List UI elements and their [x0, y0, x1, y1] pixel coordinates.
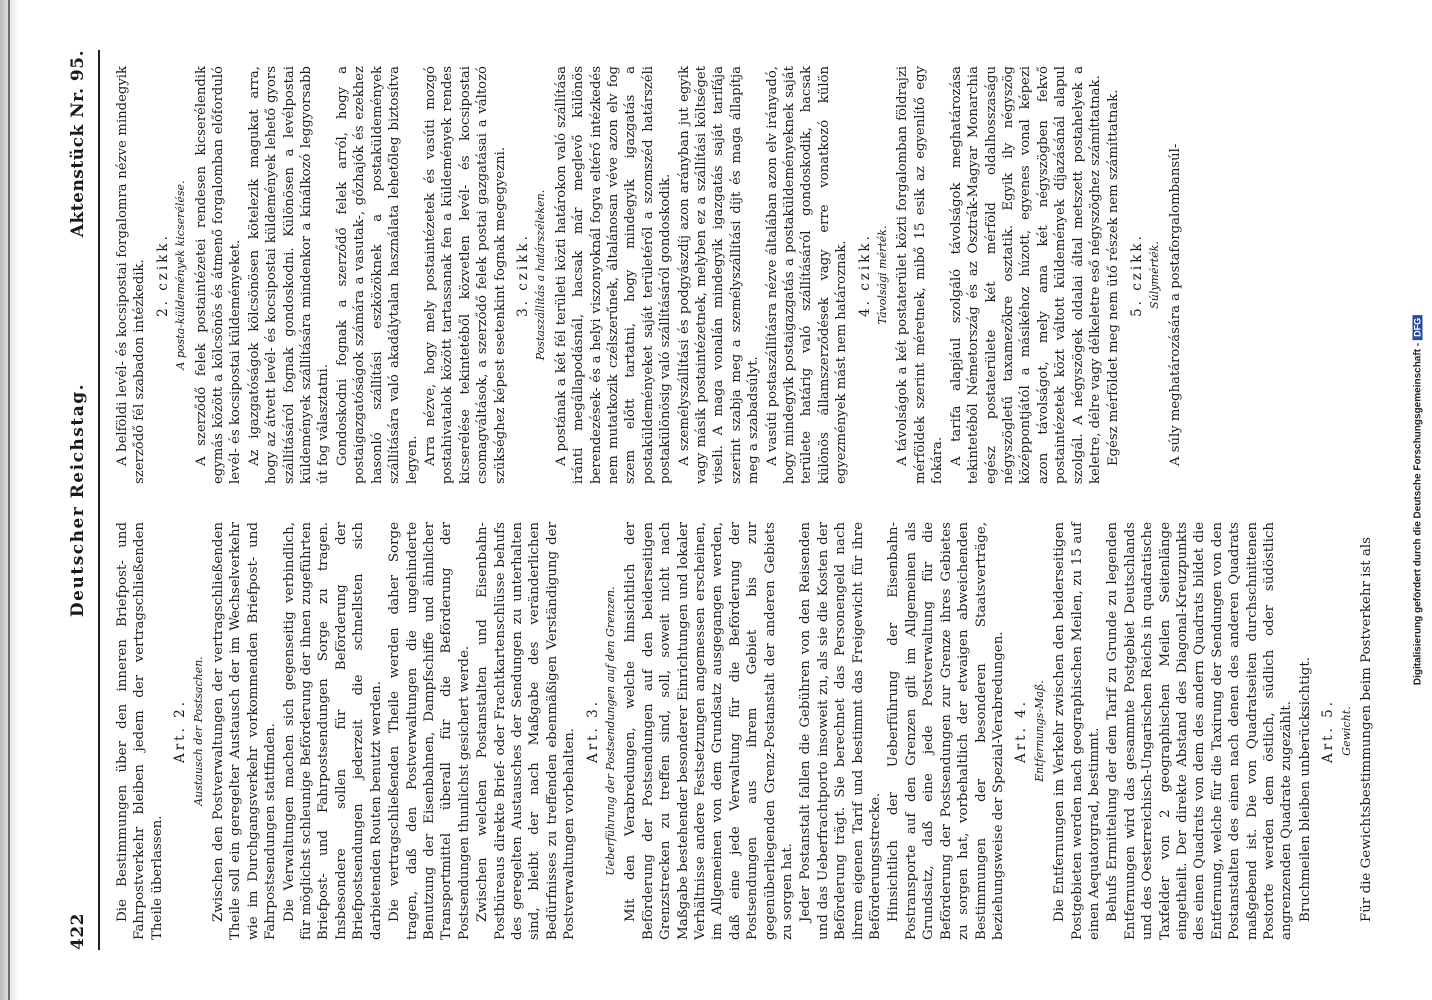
- paragraph: Hinsichtlich der Ueberführung der Eisenbahn-Postransporte auf den Grenzen gilt im Allgemeinen als Grundsatz, daß eine jede Postverwaltung für die Beförderung der Postsendungen zur Grenze ihres Gebietes zu sorgen hat, vorbehaltlich der etwaigen abweichenden Bestimmungen der besonderen Staatsverträge, beziehungsweise der Spezial-Verabredungen.: [886, 522, 1006, 940]
- paragraph: Zwischen welchen Postanstalten und Eisenbahn-Postbüreaus direkte Brief- oder Frachtkartenschlüsse behufs des geregelten Austausches der Sendungen zu unterhalten sind, bleibt der nach Maßgabe des veränderlichen Bedürfnisses zu treffenden ebenmäßigen Verständigung der Postverwaltungen vorbehalten.: [475, 522, 578, 940]
- paragraph: A tarifa alapjául szolgáló távolságok meghatározása tekintetéből Németország és az Osztrák-Magyar Monarchia egész postaterülete két mérföld oldalhosszaságu négyszögletű taxamezőkre osztatik. Egyik ily négyszög középpontjától a másikéhoz húzott, egyenes vonal képezi azon távolságot, mely ama két négyszögben fekvő postaintézetek közt váltott küldemények díjazásánál alapul szolgál. A négyszögek oldalai által metszett postahelyek a keletre, délre vagy délkeletre eső négyszöghez számíttatnak.: [948, 66, 1103, 484]
- paragraph: Die Verwaltungen machen sich gegenseitig verbindlich, für möglichst schleunige Beförderung der ihnen zugeführten Briefpost- und Fahrpostsendungen Sorge zu tragen. Insbesondere sollen für Beförderung der Briefpostsendungen jederzeit die schnellsten sich darbietenden Routen benutzt werden.: [281, 522, 384, 940]
- paragraph: Die vertragschließenden Theile werden daher Sorge tragen, daß den Postverwaltungen die ungehinderte Benutzung der Eisenbahnen, Dampfschiffe und ähnlicher Transportmittel überall für die Beförderung der Postsendungen thunlichst gesichert werde.: [387, 522, 472, 940]
- article-heading: 3. czikk.: [514, 233, 531, 317]
- article-subheading: Súlymérték.: [1148, 241, 1162, 309]
- article-heading: Art. 5.: [1320, 698, 1337, 764]
- paragraph: A postának a két fél területi közti határokon való szállítása iránti megállapodásnál, hacsak már meglevő különös berendezések- és a helyi viszonyoknál fogva eltérő intézkedés nem mutatkozik czélszerűnek, általánosan véve azon elv fog szem előtt tartatni, hogy mindegyik igazgatás a postaküldeményeket saját területéről a szomszéd határszéli postakülönösig való szállításáról gondoskodik.: [553, 66, 674, 484]
- article-subheading: Gewicht.: [1339, 706, 1353, 756]
- paragraph: A személyszállítási és podgyászdíj azon arányban jut egyik vagy másik postaintézetnek, melyben ez a szállítási költséget viseli. A maga vonalán mindegyik igazgatás saját tarifája szerint szabja meg a személyszállítási díjt és maga állapítja meg a szabadsúlyt.: [676, 66, 762, 484]
- paragraph: A vasúti postaszállításra nézve általában azon elv irányadó, hogy mindegyik postaigazgatás a postaküldeményeknek saját területe határig való szállításáról gondoskodik, hacsak különös államszerződések vagy erre vonatkozó külön egyezmények mást nem határoznak.: [764, 66, 850, 484]
- article-subheading: Entfernungs-Maß.: [1032, 680, 1046, 782]
- paragraph: Az igazgatóságok kölcsönösen kötelezik magukat arra, hogy az átvett levél- és kocsipostai küldemények lehető gyors szállításáról fognak gondoskodni. Különösen a levélpostai küldemények szállítására mindenkor a kínálkozó leggyorsabb út fog választatni.: [246, 66, 332, 484]
- paragraph: Zwischen den Postverwaltungen der vertragschließenden Theile soll ein geregelter Austausch der im Wechselverkehr wie im Durchgangsverkehr vorkommenden Briefpost- und Fahrpostsendungen stattfinden.: [211, 522, 279, 940]
- article-subheading: Postaszállítás a határszéleken.: [534, 189, 548, 361]
- credit-text: Digitalisierung gefördert durch die Deutsche Forschungsgemeinschaft -: [1412, 342, 1424, 686]
- header-right-title: Aktenstück Nr. 95.: [68, 50, 88, 238]
- paragraph: Egész mérföldet meg nem ütő részek nem számíttatnak.: [1106, 89, 1122, 466]
- paragraph: Für die Gewichtsbestimmungen beim Postverkehr ist als: [1359, 536, 1375, 922]
- paragraph: A belföldi levél- és kocsipostai forgalomra nézve mindegyik szerződő fél szabadon intézkedik.: [115, 66, 148, 484]
- german-text-column: [114, 522, 1376, 940]
- article-heading: 2. czikk.: [154, 233, 171, 317]
- header-rule: [98, 50, 100, 950]
- article-subheading: Austausch der Postsachen.: [191, 656, 205, 806]
- book-binding-edge: [0, 0, 18, 1000]
- digitization-credit: [1406, 0, 1430, 1000]
- article-subheading: A posta-küldemények kicserélése.: [174, 180, 188, 370]
- paragraph: A súly meghatározására a postaforgalombansúl-: [1167, 143, 1183, 466]
- article-heading: Art. 3.: [584, 698, 601, 764]
- article-heading: 4. czikk.: [856, 233, 873, 317]
- paragraph: Mit den Verabredungen, welche hinsichtlich der Beförderung der Postsendungen auf den beiderseitigen Grenzstrecken zu treffen sind, soll, soweit nicht nach Maßgabe bestehender besonderer Einrichtungen und lokaler Verhältnisse andere Festsetzungen angemessen erscheinen, im Allgemeinen von dem Grundsatz ausgegangen werden, daß eine jede Verwaltung für die Beförderung der Postsendungen aus ihrem Gebiet bis zur gegenüberliegenden Grenz-Postanstalt der anderen Gebiets zu sorgen hat.: [623, 522, 796, 940]
- page-number: 422: [68, 913, 88, 950]
- paragraph: Bruchmeilen bleiben unberücksichtigt.: [1297, 657, 1313, 922]
- dfg-logo: DFG: [1413, 315, 1423, 340]
- paragraph: Gondoskodni fognak a szerződő felek arról, hogy a postaigazgatóságok számára a vasutak-, gőzhajók és ezekhez hasonló szállítási eszközöknek a postaküldemények szállítására való akadálytalan használata lehetőleg biztosítva legyen.: [334, 66, 420, 484]
- article-heading: 5. czikk.: [1128, 233, 1145, 317]
- paragraph: A szerződő felek postaintézetei rendesen kicserélendik egymás között a kölcsönös és átmenő forgalomban előforduló levél- és kocsipostai küldeményeket.: [193, 66, 244, 484]
- paragraph: Jeder Postanstalt fallen die Gebühren von den Reisenden und das Ueberfrachtporto insoweit zu, als sie die Kosten der Beförderung trägt. Sie berechnet das Personengeld nach ihrem eigenen Tarif und bestimmt das Freigewicht für ihre Beförderungsstrecke.: [798, 522, 884, 940]
- hungarian-text-column: [114, 66, 1185, 484]
- article-heading: Art. 2.: [172, 698, 189, 764]
- article-heading: Art. 4.: [1013, 698, 1030, 764]
- paragraph: Behufs Ermittelung der dem Tarif zu Grunde zu legenden Entfernungen wird das gesammte Postgebiet Deutschlands und des Oesterreichisch-Ungarischen Reichs in quadratische Taxfelder von 2 geographischen Meilen Seitenlänge eingetheilt. Der direkte Abstand des Diagonal-Kreuzpunkts des einen Quadrats von dem des andern Quadrats bildet die Entfernung, welche für die Taxirung der Sendungen von den Postanstalten des einen nach denen des anderen Quadrats maßgebend ist. Die von Quadratseiten durchschnittenen Postorte werden dem östlich, südlich oder südöstlich angrenzenden Quadrate zugezählt.: [1105, 522, 1295, 940]
- page-header: [68, 50, 96, 950]
- article-subheading: Ueberführung der Postsendungen auf den Grenzen.: [603, 586, 617, 876]
- credit-line: [1413, 315, 1424, 685]
- paragraph: Die Bestimmungen über den inneren Briefpost- und Fahrpostverkehr bleiben jedem der vertragschließenden Theile überlassen.: [115, 522, 165, 940]
- article-subheading: Távolsági mérték.: [876, 225, 890, 325]
- paragraph: Arra nézve, hogy mely postaintézetek és vasúti mozgó postahivatalok között tartassanak fen a küldemények rendes kicserélése tekintetéből közvetlen levél- és kocsipostai csomagváltások, a szerződő felek postai gazgatásai a változó szükséghez képest esetenkint fognak megegyezni.: [422, 66, 508, 484]
- paragraph: A távolságok a két postaterület közti forgalomban földrajzi mérföldek szerint méretnek, mibő 15 esik az egyenlítő egy fokára.: [895, 66, 946, 484]
- header-left-title: Deutscher Reichstag.: [68, 382, 88, 618]
- paragraph: Die Entfernungen im Verkehr zwischen den beiderseitigen Postgebieten werden nach geographischen Meilen, zu 15 auf einen Aequatorgrad, bestimmt.: [1052, 522, 1102, 940]
- rotated-document-page: [26, 20, 1406, 980]
